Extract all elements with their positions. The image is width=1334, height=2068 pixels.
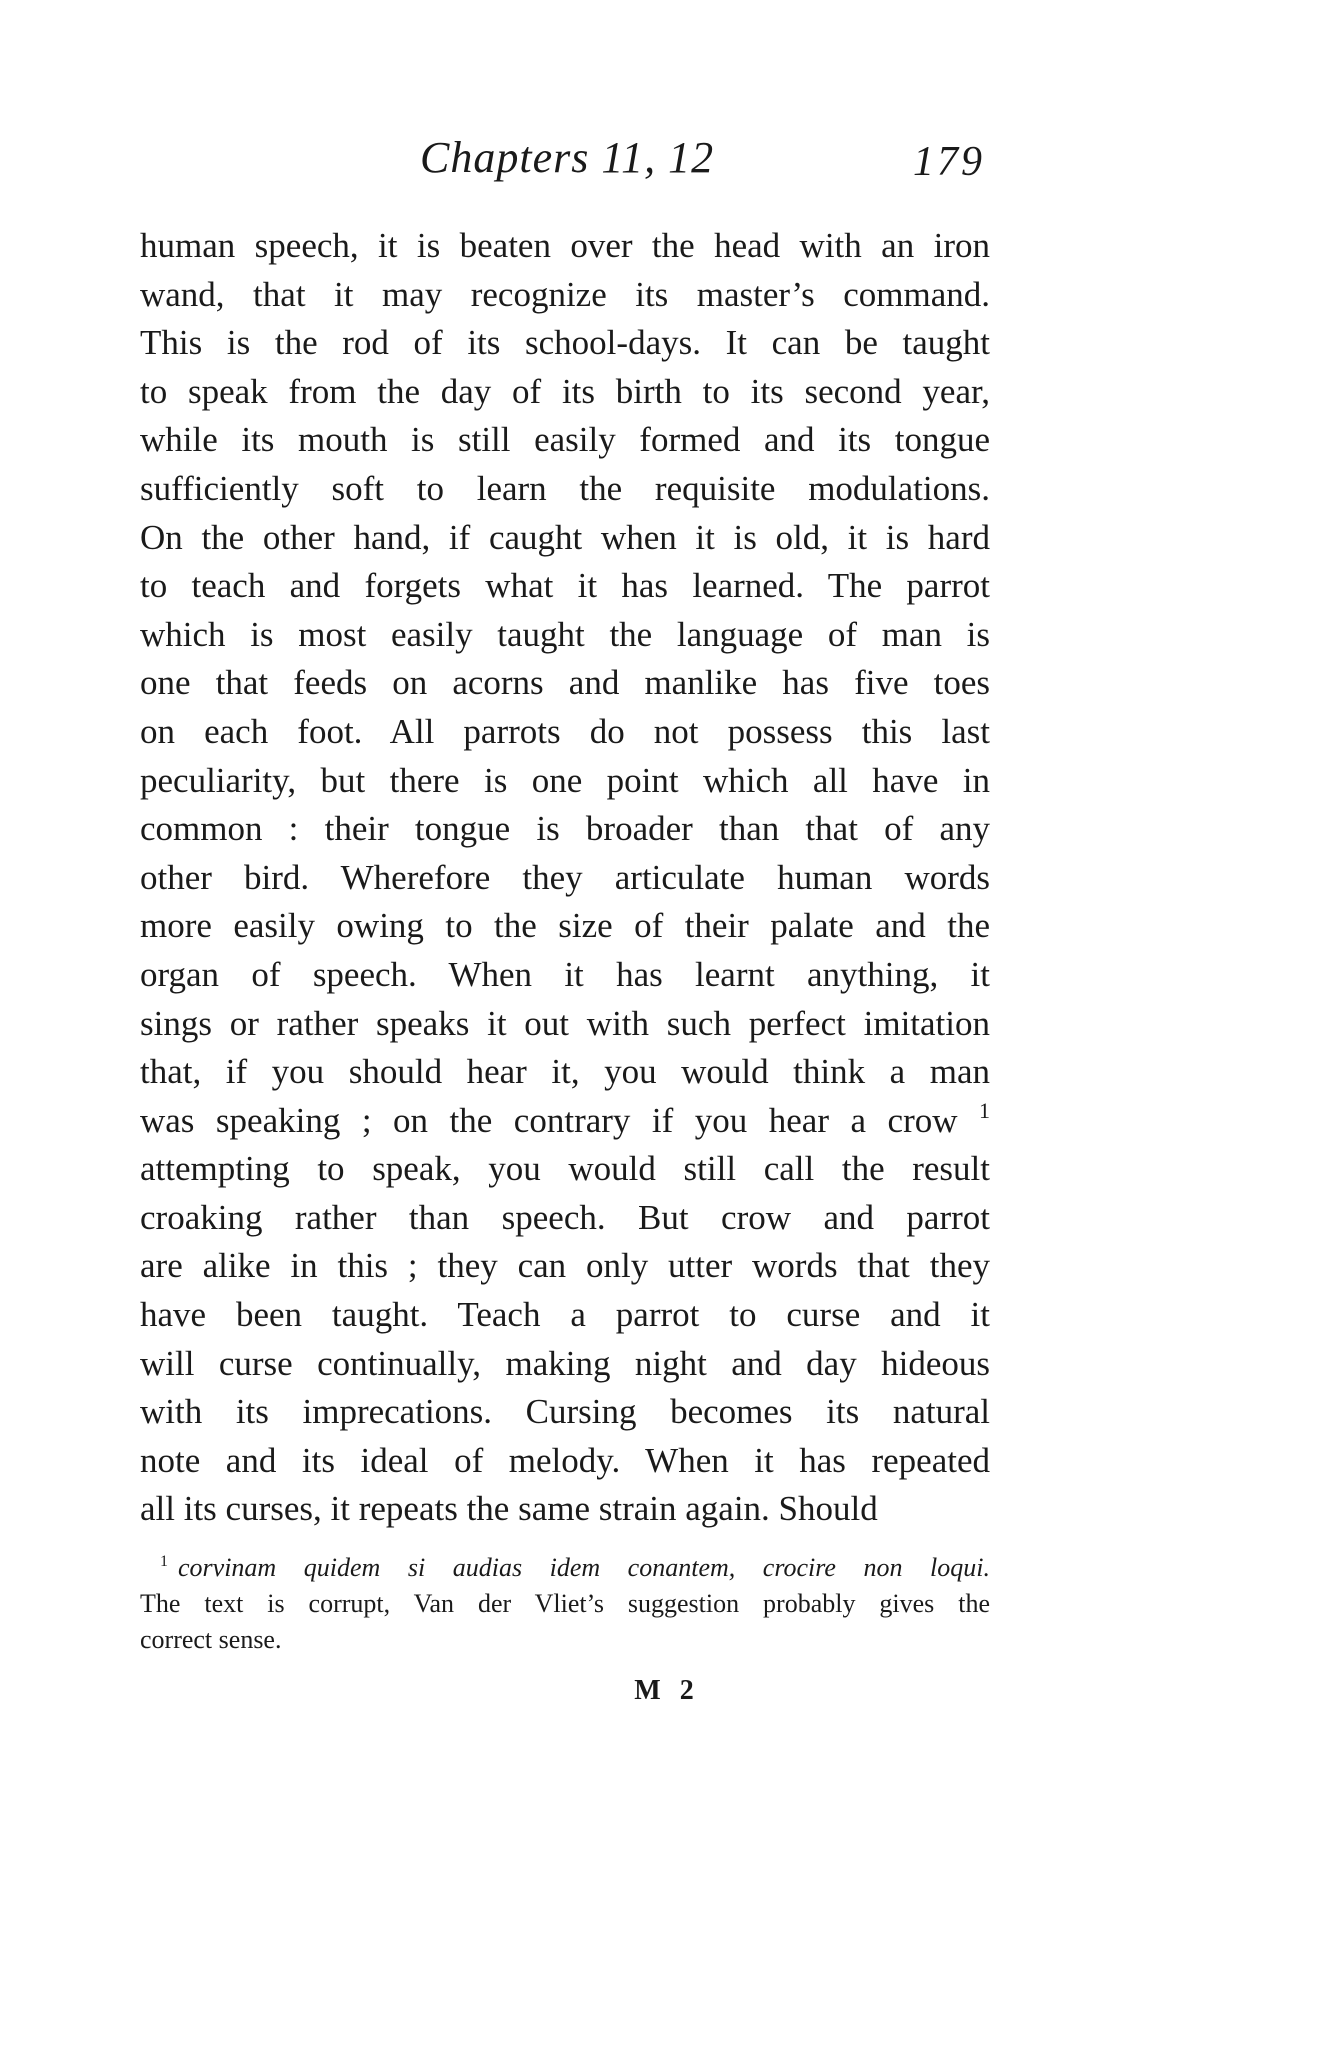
text-line: sings or rather speaks it out with such perfect imitation: [140, 1003, 990, 1043]
text-line: with its imprecations. Cursing becomes its natural: [140, 1392, 990, 1432]
text-line: one that feeds on acorns and manlike has five toes: [140, 663, 990, 703]
text-line: which is most easily taught the language of man is: [140, 614, 990, 654]
text-line: wand, that it may recognize its master’s command.: [140, 274, 990, 314]
text-line: have been taught. Teach a parrot to curse and it: [140, 1295, 990, 1335]
footnote-line: The text is corrupt, Van der Vliet’s suggestion probably gives the: [140, 1589, 990, 1618]
text-line: while its mouth is still easily formed and its tongue: [140, 420, 990, 460]
footnote-latin-line: [140, 1550, 990, 1586]
text-line: attempting to speak, you would still call the result: [140, 1149, 990, 1189]
footnote-latin: corvinam quidem si audias idem conantem, crocire non loqui.: [178, 1553, 990, 1582]
text-line-content: was speaking ; on the contrary if you hear a crow: [140, 1100, 958, 1140]
text-line: croaking rather than speech. But crow and parrot: [140, 1197, 990, 1237]
footnote-line: correct sense.: [140, 1625, 282, 1654]
footnote: [140, 1550, 990, 1658]
text-line: that, if you should hear it, you would think a man: [140, 1052, 990, 1092]
text-line: sufficiently soft to learn the requisite modulations.: [140, 468, 990, 508]
text-line: to speak from the day of its birth to its second year,: [140, 371, 990, 411]
footnote-reference: 1: [979, 1097, 990, 1123]
text-line: note and its ideal of melody. When it has repeated: [140, 1440, 990, 1480]
page-number: 179: [913, 139, 985, 185]
text-line: other bird. Wherefore they articulate human words: [140, 857, 990, 897]
text-line: all its curses, it repeats the same strain again. Should: [140, 1489, 878, 1529]
footnote-marker: 1: [160, 1553, 168, 1570]
text-line-with-footnote: [140, 1097, 990, 1146]
text-line: on each foot. All parrots do not possess this last: [140, 711, 990, 751]
running-title: Chapters 11, 12: [420, 133, 715, 182]
text-line: common : their tongue is broader than that of any: [140, 809, 990, 849]
text-line: human speech, it is beaten over the head with an iron: [140, 226, 990, 265]
body-text: [140, 222, 990, 1534]
text-line: to teach and forgets what it has learned. The parrot: [140, 566, 990, 606]
signature-mark: M 2: [634, 1675, 700, 1706]
text-line: peculiarity, but there is one point which all have in: [140, 760, 990, 800]
text-line: are alike in this ; they can only utter words that they: [140, 1246, 990, 1286]
page-header: [140, 132, 990, 202]
text-line: This is the rod of its school-days. It can be taught: [140, 323, 990, 363]
text-line: organ of speech. When it has learnt anything, it: [140, 954, 990, 994]
text-line: On the other hand, if caught when it is old, it is hard: [140, 517, 990, 557]
text-line: will curse continually, making night and day hideous: [140, 1343, 990, 1383]
text-line: more easily owing to the size of their palate and the: [140, 906, 990, 946]
